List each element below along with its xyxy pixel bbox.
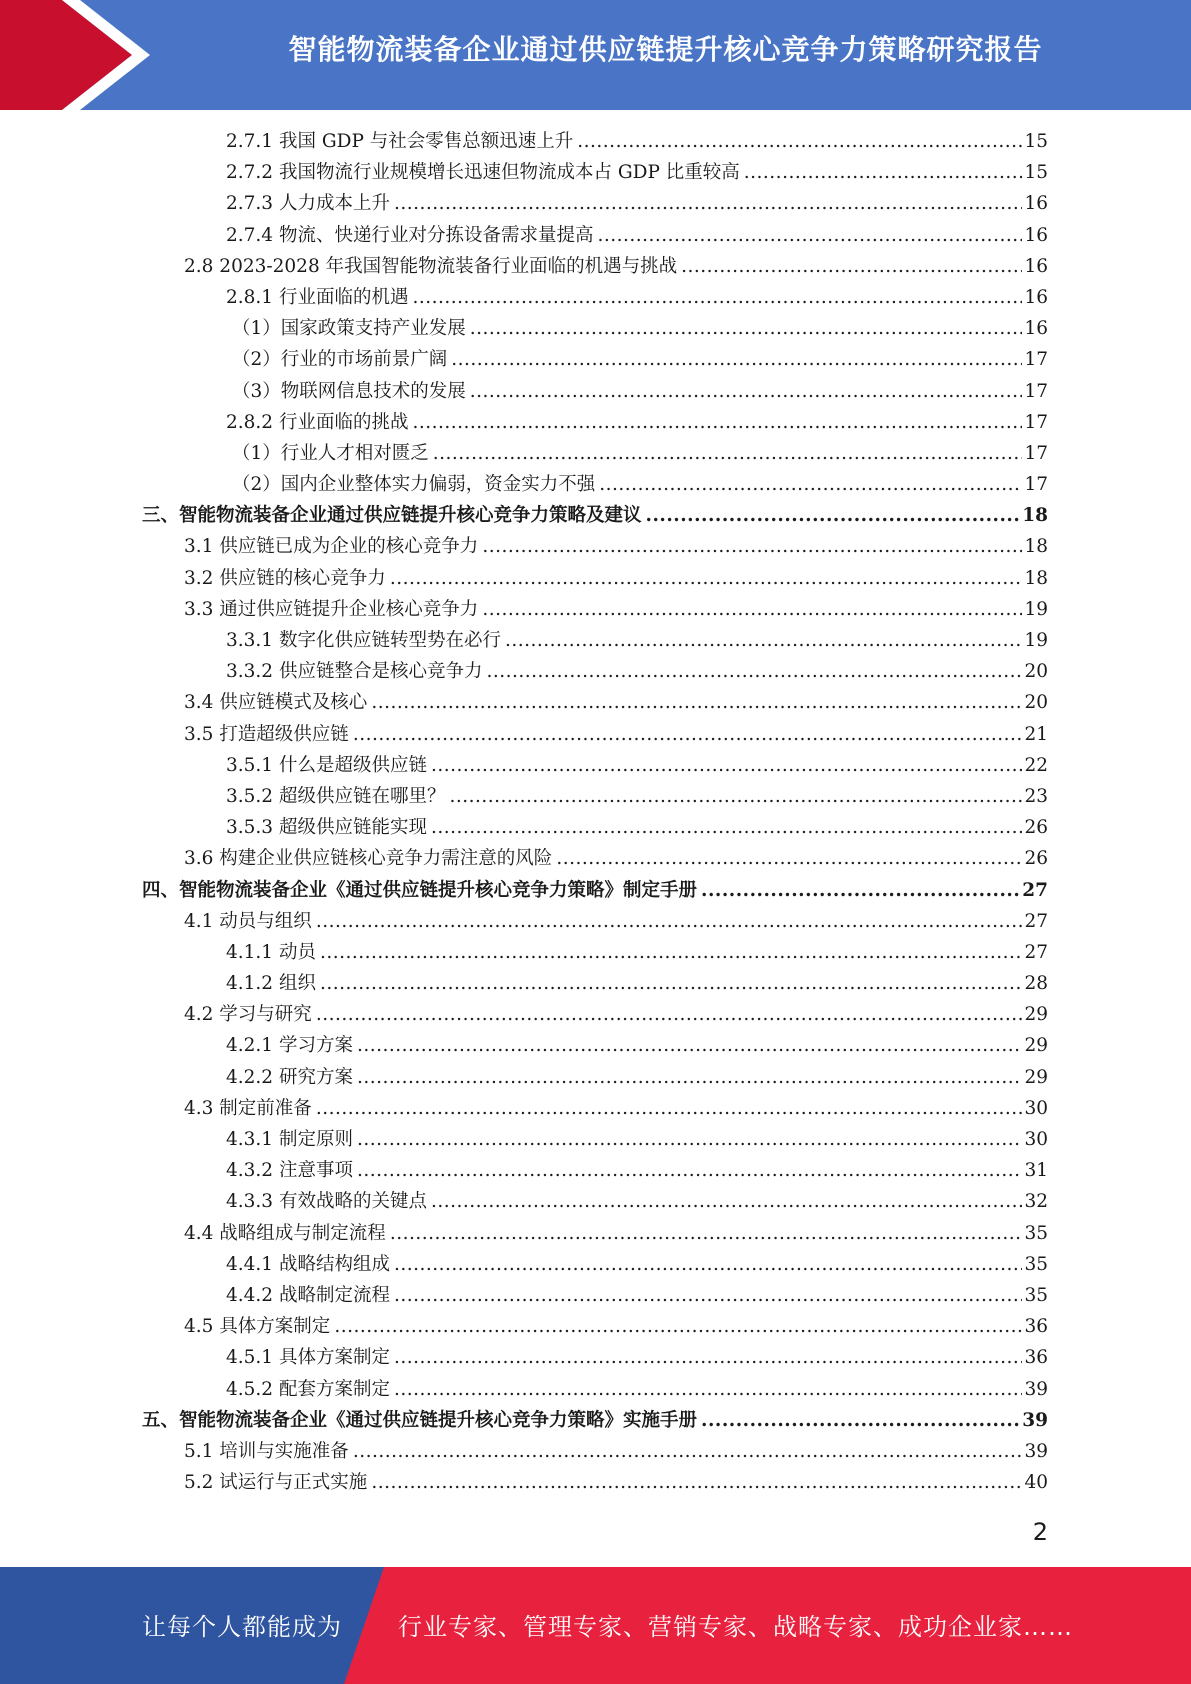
toc-dot-leader [486,656,1022,687]
toc-entry-page: 19 [1024,630,1048,651]
toc-entry[interactable] [142,407,1048,438]
toc-entry[interactable] [142,1186,1048,1217]
toc-dot-leader [556,843,1022,874]
toc-entry-title: 4.4.1 战略结构组成 [226,1253,390,1275]
toc-entry-page: 35 [1024,1284,1048,1306]
toc-entry[interactable] [142,469,1048,500]
toc-entry-title: 4.5 具体方案制定 [184,1316,331,1338]
page-number: 2 [1032,1518,1048,1546]
toc-dot-leader [371,687,1022,718]
toc-entry-title: 4.2 学习与研究 [184,1004,312,1026]
toc-entry-page: 29 [1024,1004,1048,1026]
page-footer [0,1567,1191,1684]
toc-entry-title: （2）国内企业整体实力偏弱，资金实力不强 [232,474,596,496]
toc-dot-leader [431,750,1022,781]
toc-dot-leader [470,376,1023,407]
table-of-contents [142,126,1048,1498]
toc-entry-title: 3.5.3 超级供应链能实现 [226,817,427,839]
toc-entry[interactable] [142,719,1048,750]
toc-entry-page: 35 [1024,1253,1048,1275]
toc-entry-title: 4.3.2 注意事项 [226,1160,353,1182]
toc-dot-leader [316,1093,1023,1124]
toc-entry[interactable] [142,1124,1048,1155]
toc-entry-title: 5.1 培训与实施准备 [184,1440,349,1462]
toc-entry[interactable] [142,1436,1048,1467]
toc-entry-page: 20 [1024,661,1048,683]
toc-entry[interactable] [142,188,1048,219]
toc-dot-leader [371,1467,1022,1498]
toc-entry-title: 4.5.2 配套方案制定 [226,1378,390,1400]
toc-dot-leader [431,1186,1022,1217]
toc-dot-leader [505,625,1022,656]
toc-entry-page: 17 [1024,411,1048,433]
toc-entry-page: 39 [1022,1409,1048,1431]
toc-entry-page: 23 [1024,785,1048,807]
toc-entry[interactable] [142,594,1048,625]
toc-entry-title: 4.3.1 制定原则 [226,1129,353,1150]
toc-entry[interactable] [142,251,1048,282]
toc-dot-leader [357,1030,1023,1061]
toc-entry-page: 19 [1024,598,1048,620]
footer-slogan-right: 行业专家、管理专家、营销专家、战略专家、成功企业家…… [398,1613,1073,1641]
red-arrow-shape [0,0,132,110]
toc-dot-leader [597,220,1022,251]
toc-entry-title: 4.2.1 学习方案 [226,1035,353,1057]
toc-dot-leader [320,968,1023,999]
toc-dot-leader [701,875,1020,906]
toc-dot-leader [394,188,1022,219]
toc-entry[interactable] [142,812,1048,843]
toc-dot-leader [394,1342,1022,1373]
toc-entry-page: 29 [1024,1035,1048,1057]
toc-entry-title: 五、智能物流装备企业《通过供应链提升核心竞争力策略》实施手册 [142,1409,698,1431]
toc-entry[interactable] [142,313,1048,344]
toc-entry-title: 4.1.1 动员 [226,941,316,963]
toc-dot-leader [433,438,1023,469]
toc-dot-leader [394,1280,1022,1311]
toc-dot-leader [316,906,1023,937]
toc-entry[interactable] [142,1155,1048,1186]
toc-entry-page: 39 [1024,1378,1048,1400]
toc-entry-page: 27 [1024,941,1048,963]
toc-entry[interactable] [142,1249,1048,1280]
toc-entry-title: 3.2 供应链的核心竞争力 [184,567,386,589]
toc-entry[interactable] [142,937,1048,968]
toc-dot-leader [412,282,1022,313]
toc-entry[interactable] [142,656,1048,687]
toc-entry[interactable] [142,1280,1048,1311]
toc-entry-page: 16 [1024,224,1048,246]
toc-entry[interactable] [142,376,1048,407]
toc-entry[interactable] [142,1467,1048,1498]
toc-entry[interactable] [142,1062,1048,1093]
toc-entry[interactable] [142,906,1048,937]
toc-entry-title: （1）国家政策支持产业发展 [232,318,466,340]
toc-entry[interactable] [142,1342,1048,1373]
toc-entry-page: 20 [1024,692,1048,714]
toc-entry-title: 2.8.2 行业面临的挑战 [226,411,409,433]
toc-entry-page: 27 [1024,910,1048,932]
toc-dot-leader [394,1249,1022,1280]
toc-entry-title: 4.4 战略组成与制定流程 [184,1222,386,1244]
toc-dot-leader [451,344,1022,375]
toc-entry-title: 3.5.1 什么是超级供应链 [226,754,427,776]
toc-entry-page: 21 [1024,723,1048,745]
toc-entry-page: 35 [1024,1222,1048,1244]
toc-dot-leader [482,531,1022,562]
toc-entry[interactable] [142,500,1048,531]
toc-entry-page: 16 [1024,286,1048,308]
toc-entry-page: 17 [1024,349,1048,371]
toc-entry[interactable] [142,1030,1048,1061]
toc-entry-title: 4.3.3 有效战略的关键点 [226,1191,427,1213]
toc-entry-title: （3）物联网信息技术的发展 [232,380,466,402]
toc-dot-leader [412,407,1022,438]
toc-entry[interactable] [142,687,1048,718]
toc-entry-title: 3.5 打造超级供应链 [184,723,349,745]
toc-entry[interactable] [142,531,1048,562]
toc-entry-page: 30 [1024,1097,1048,1119]
toc-dot-leader [316,999,1023,1030]
toc-entry-title: （2）行业的市场前景广阔 [232,349,448,371]
toc-dot-leader [357,1062,1023,1093]
toc-entry-page: 40 [1024,1472,1048,1494]
toc-entry-page: 28 [1024,973,1048,995]
toc-entry-title: 2.7.3 人力成本上升 [226,193,390,215]
toc-dot-leader [357,1124,1023,1155]
toc-entry-title: 2.7.4 物流、快递行业对分拣设备需求量提高 [226,224,594,246]
toc-dot-leader [470,313,1023,344]
toc-entry[interactable] [142,282,1048,313]
toc-entry[interactable] [142,625,1048,656]
toc-entry[interactable] [142,438,1048,469]
toc-dot-leader [744,157,1023,188]
toc-entry-page: 26 [1024,817,1048,839]
toc-entry-title: 2.8.1 行业面临的机遇 [226,286,409,308]
toc-entry-title: 4.2.2 研究方案 [226,1066,353,1088]
toc-entry-title: 4.1 动员与组织 [184,910,312,932]
toc-entry-title: 3.5.2 超级供应链在哪里？ [226,785,446,807]
toc-entry-page: 15 [1024,131,1048,152]
toc-entry[interactable] [142,563,1048,594]
report-title: 智能物流装备企业通过供应链提升核心竞争力策略研究报告 [288,33,1043,66]
toc-dot-leader [353,719,1023,750]
toc-entry-page: 17 [1024,474,1048,496]
toc-entry[interactable] [142,781,1048,812]
toc-entry-page: 29 [1024,1066,1048,1088]
toc-entry-page: 30 [1024,1129,1048,1150]
toc-entry[interactable] [142,968,1048,999]
toc-entry-title: 4.3 制定前准备 [184,1097,312,1119]
toc-entry-page: 16 [1024,255,1048,277]
toc-entry-page: 17 [1024,380,1048,402]
toc-dot-leader [646,500,1021,531]
toc-entry[interactable] [142,750,1048,781]
toc-entry-title: 2.7.2 我国物流行业规模增长迅速但物流成本占 GDP 比重较高 [226,162,740,184]
toc-entry[interactable] [142,875,1048,906]
toc-entry-title: 四、智能物流装备企业《通过供应链提升核心竞争力策略》制定手册 [142,879,698,901]
toc-dot-leader [482,594,1022,625]
toc-entry-page: 17 [1024,442,1048,464]
toc-dot-leader [353,1436,1023,1467]
toc-entry-title: 3.3.2 供应链整合是核心竞争力 [226,661,483,683]
toc-dot-leader [394,1374,1022,1405]
toc-dot-leader [701,1405,1020,1436]
toc-entry-title: 3.4 供应链模式及核心 [184,692,368,714]
toc-entry-title: 4.5.1 具体方案制定 [226,1347,390,1369]
toc-entry[interactable] [142,999,1048,1030]
toc-entry-page: 27 [1022,879,1048,901]
toc-entry-page: 18 [1024,536,1048,558]
toc-entry-title: （1）行业人才相对匮乏 [232,442,429,464]
toc-dot-leader [431,812,1022,843]
toc-entry-page: 31 [1024,1160,1048,1182]
toc-entry[interactable] [142,1218,1048,1249]
toc-entry-page: 36 [1024,1316,1048,1338]
toc-entry-page: 16 [1024,318,1048,340]
toc-dot-leader [334,1311,1022,1342]
toc-entry[interactable] [142,126,1048,157]
toc-entry-page: 36 [1024,1347,1048,1369]
page-header [0,0,1191,110]
toc-entry-page: 16 [1024,193,1048,215]
toc-dot-leader [357,1155,1023,1186]
toc-dot-leader [449,781,1022,812]
toc-entry[interactable] [142,1311,1048,1342]
toc-entry-page: 26 [1024,848,1048,870]
toc-entry-page: 18 [1024,567,1048,589]
toc-dot-leader [681,251,1022,282]
toc-entry-title: 4.4.2 战略制定流程 [226,1284,390,1306]
toc-entry-title: 5.2 试运行与正式实施 [184,1472,368,1494]
footer-slogan-left: 让每个人都能成为 [142,1613,342,1641]
toc-entry-title: 4.1.2 组织 [226,973,316,995]
toc-dot-leader [390,563,1023,594]
toc-entry-title: 3.3 通过供应链提升企业核心竞争力 [184,598,479,620]
toc-entry[interactable] [142,220,1048,251]
toc-entry[interactable] [142,1405,1048,1436]
toc-entry[interactable] [142,1374,1048,1405]
toc-dot-leader [320,937,1023,968]
toc-entry-page: 18 [1022,505,1048,527]
toc-dot-leader [577,126,1022,157]
toc-entry-title: 2.8 2023-2028 年我国智能物流装备行业面临的机遇与挑战 [184,255,678,277]
toc-entry[interactable] [142,344,1048,375]
toc-entry-page: 32 [1024,1191,1048,1213]
toc-entry-title: 3.6 构建企业供应链核心竞争力需注意的风险 [184,848,553,870]
toc-entry-page: 15 [1024,162,1048,184]
toc-dot-leader [599,469,1022,500]
toc-entry-title: 3.1 供应链已成为企业的核心竞争力 [184,536,479,558]
toc-entry-title: 三、智能物流装备企业通过供应链提升核心竞争力策略及建议 [142,505,642,527]
toc-entry-title: 3.3.1 数字化供应链转型势在必行 [226,630,501,651]
toc-dot-leader [390,1218,1023,1249]
toc-entry[interactable] [142,843,1048,874]
toc-entry-page: 39 [1024,1440,1048,1462]
toc-entry-title: 2.7.1 我国 GDP 与社会零售总额迅速上升 [226,131,574,152]
toc-entry[interactable] [142,1093,1048,1124]
toc-entry-page: 22 [1024,754,1048,776]
toc-entry[interactable] [142,157,1048,188]
